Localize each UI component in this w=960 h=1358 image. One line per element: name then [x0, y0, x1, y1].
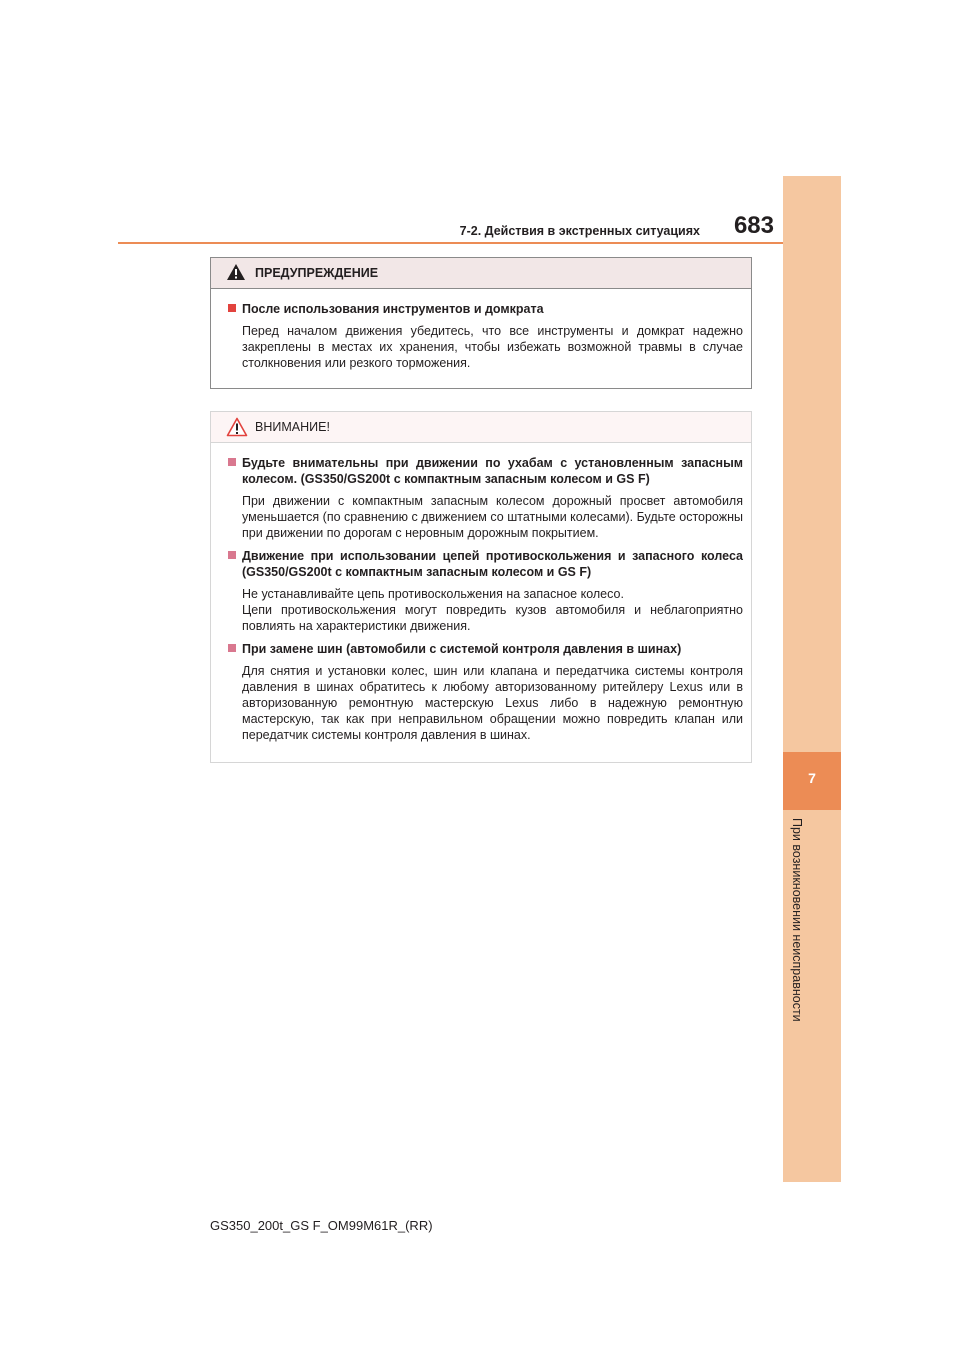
warning-box-header: [211, 258, 751, 289]
page-number: 683: [733, 212, 774, 239]
caution-item-title: Будьте внимательны при движении по ухабам с установленным запасным колесом. (GS350/GS200t с компактным запасным колесом и GS F): [242, 456, 743, 486]
warning-item-title: После использования инструментов и домкрата: [242, 302, 544, 316]
document-code: GS350_200t_GS F_OM99M61R_(RR): [210, 1218, 433, 1233]
square-bullet-icon: [228, 644, 236, 652]
section-title: 7-2. Действия в экстренных ситуациях: [459, 224, 700, 238]
caution-item-title: Движение при использовании цепей противоскольжения и запасного колеса (GS350/GS200t с компактным запасным колесом и GS F): [242, 549, 743, 579]
caution-item-text-2: Цепи противоскольжения могут повредить кузов автомобиля и неблагоприятно повлиять на характеристики движения.: [242, 603, 743, 633]
caution-heading: ВНИМАНИЕ!: [255, 420, 330, 434]
caution-item: [228, 548, 743, 634]
square-bullet-icon: [228, 551, 236, 559]
square-bullet-icon: [228, 304, 236, 312]
warning-box: [210, 257, 752, 389]
caution-box: [210, 411, 752, 763]
warning-heading: ПРЕДУПРЕЖДЕНИЕ: [255, 266, 379, 280]
caution-item-text: При движении с компактным запасным колесом дорожный просвет автомобиля уменьшается (по сравнению с движением со штатными колесами). Будьте осторожны при движении по дорогам с неровным дорожным покрытием.: [242, 494, 743, 540]
chapter-number: 7: [808, 770, 816, 786]
warning-item-text: Перед началом движения убедитесь, что все инструменты и домкрат надежно закреплены в местах их хранения, чтобы избежать возможной травмы в случае столкновения или резкого торможения.: [242, 324, 743, 370]
square-bullet-icon: [228, 458, 236, 466]
chapter-title: При возникновении неисправности: [790, 818, 804, 1022]
caution-triangle-icon: [226, 417, 248, 437]
caution-item-text: Не устанавливайте цепь противоскольжения на запасное колесо.: [242, 587, 624, 601]
caution-item: [228, 641, 743, 743]
warning-item: [228, 301, 743, 371]
caution-item: [228, 455, 743, 541]
header-rule: [118, 242, 783, 244]
caution-item-title: При замене шин (автомобили с системой контроля давления в шинах): [242, 642, 682, 656]
caution-item-text: Для снятия и установки колес, шин или клапана и передатчика системы контроля давления в шинах обратитесь к любому авторизованному ритейлеру Lexus или в авторизованную ремонтную мастерскую Lexus либо в надежную ремонтную мастерскую, так как при неправильном обращении можно повредить клапан или передатчик системы контроля давления в шинах.: [242, 664, 743, 742]
warning-triangle-icon: [226, 263, 246, 281]
caution-box-header: [211, 412, 751, 443]
